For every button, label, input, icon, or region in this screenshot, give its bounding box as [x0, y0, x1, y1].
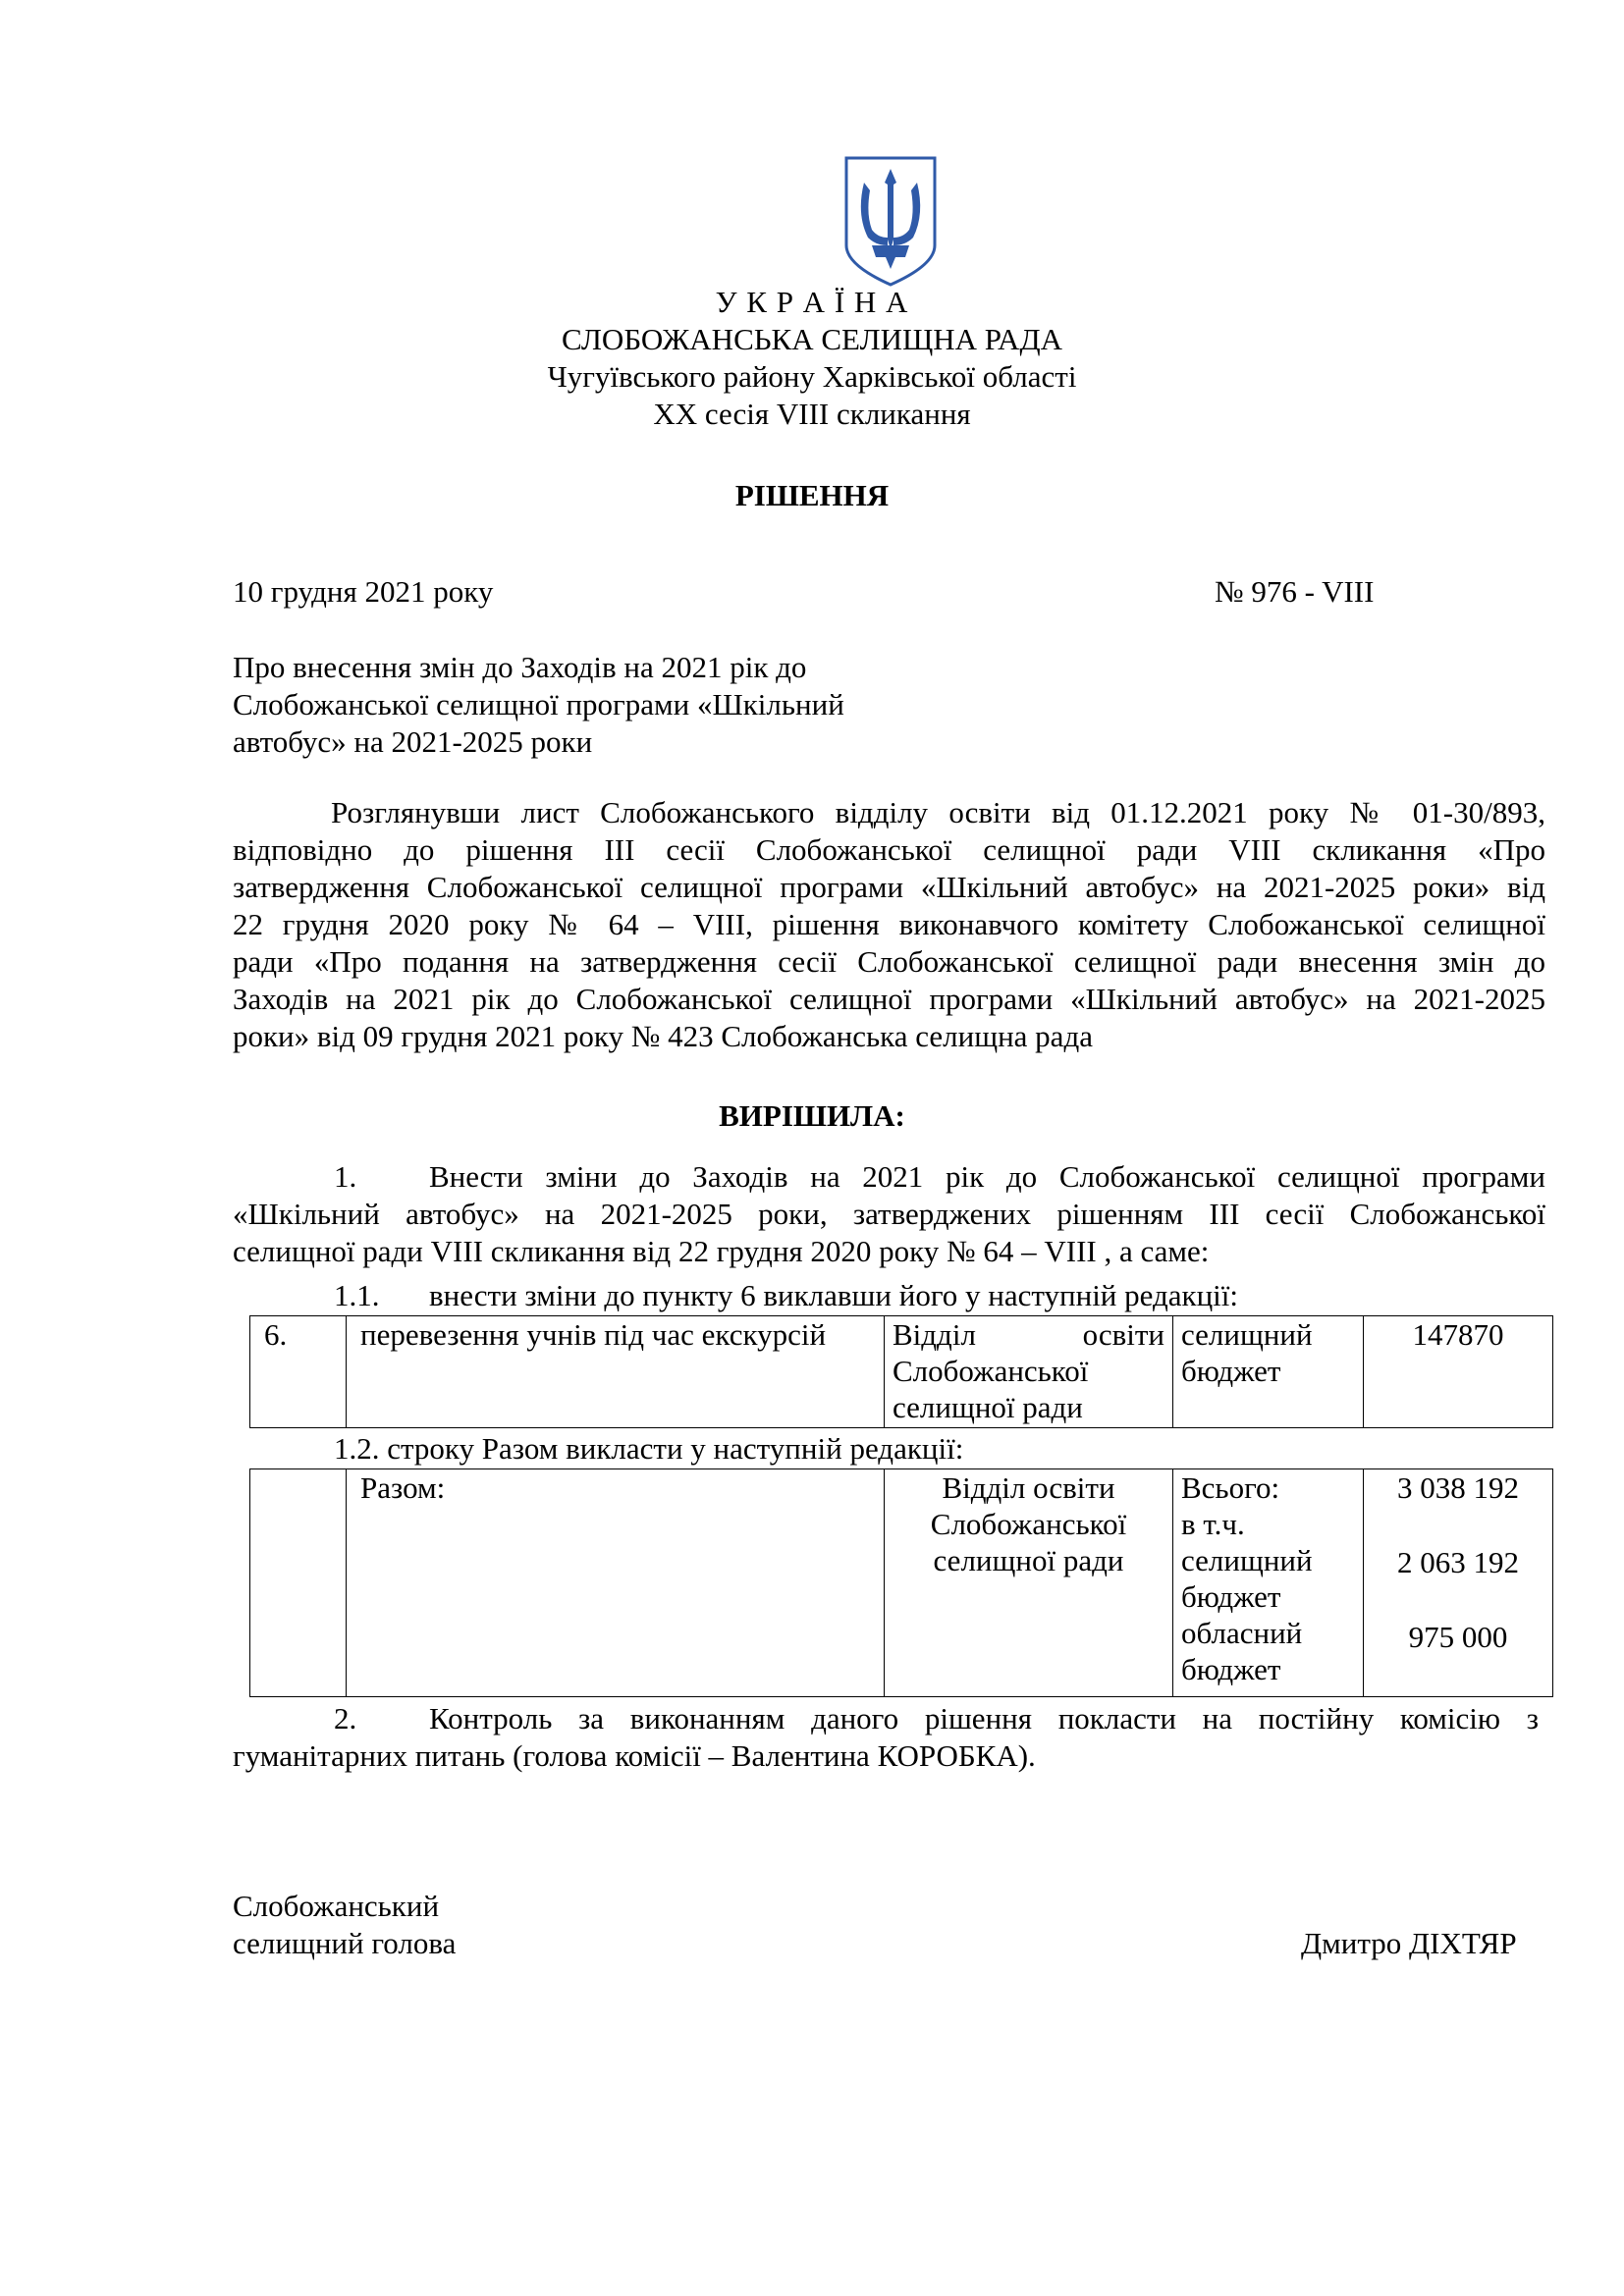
total-label: Разом: [347, 1469, 885, 1697]
country-title: У К Р А Ї Н А [715, 285, 909, 319]
amount-cell: 147870 [1364, 1316, 1553, 1428]
preamble-line: Розглянувши лист Слобожанського відділу освіти від 01.12.2021 року № 01-30/893, [331, 795, 1545, 829]
amount-total: 3 038 192 [1397, 1470, 1519, 1505]
preamble-line: затвердження Слобожанської селищної програми «Шкільний автобус» на 2021-2025 роки» від [233, 870, 1545, 904]
item-1-line: селищної ради VIII скликання від 22 грудня 2020 року № 64 – VIII , а саме: [233, 1234, 1210, 1268]
council-title: СЛОБОЖАНСЬКА СЕЛИЩНА РАДА [562, 322, 1062, 356]
table-row [250, 1316, 1553, 1428]
measure-table-row-6 [249, 1315, 1553, 1428]
item-1-line: Внести зміни до Заходів на 2021 рік до Слобожанської селищної програми [429, 1159, 1545, 1194]
preamble-line: роки» від 09 грудня 2021 року № 423 Слобожанська селищна рада [233, 1019, 1093, 1053]
funding-source-text: селищний [1181, 1543, 1313, 1577]
decided-heading: ВИРІШИЛА: [719, 1098, 905, 1133]
decision-number: № 976 - VIII [1215, 574, 1375, 609]
executor-cell [885, 1469, 1173, 1697]
funding-source-text: бюджет [1181, 1354, 1281, 1388]
item-number: 2. [334, 1701, 357, 1735]
executor-text: освіти [1082, 1317, 1164, 1352]
decision-subject [233, 649, 920, 761]
item-number: 1.1. [334, 1278, 380, 1312]
executor-text: селищної ради [933, 1543, 1124, 1577]
funding-source-text: в т.ч. [1181, 1507, 1245, 1541]
preamble-line: ради «Про подання на затвердження сесії Слобожанської селищної ради внесення змін до [233, 944, 1545, 979]
funding-source-cell [1173, 1316, 1364, 1428]
coat-of-arms-icon [842, 155, 939, 288]
item-2-paragraph [233, 1700, 1539, 1775]
funding-source-text: Всього: [1181, 1470, 1280, 1505]
preamble-line: Заходів на 2021 рік до Слобожанської селищної програми «Шкільний автобус» на 2021-2025 [233, 982, 1545, 1016]
amount-regional: 975 000 [1408, 1620, 1508, 1654]
item-1-2-text: 1.2. строку Разом викласти у наступній редакції: [334, 1431, 964, 1466]
table-row [250, 1469, 1553, 1697]
district-line: Чугуївського району Харківської області [547, 359, 1077, 394]
funding-source-text: бюджет [1181, 1579, 1281, 1614]
subject-line: Про внесення змін до Заходів на 2021 рік до [233, 650, 807, 684]
executor-text: Відділ [893, 1317, 976, 1352]
subject-line: автобус» на 2021-2025 роки [233, 724, 593, 759]
item-1-line: «Шкільний автобус» на 2021-2025 роки, затверджених рішенням III сесії Слобожанської [233, 1197, 1545, 1231]
item-number: 1. [334, 1159, 357, 1194]
item-2-line: гуманітарних питань (голова комісії – Валентина КОРОБКА). [233, 1738, 1036, 1773]
funding-source-text: бюджет [1181, 1652, 1281, 1686]
funding-source-text: селищний [1181, 1317, 1313, 1352]
session-line: XX сесія VIII скликання [653, 397, 971, 431]
preamble-paragraph [233, 794, 1545, 1055]
preamble-line: 22 грудня 2020 року № 64 – VIII, рішення виконавчого комітету Слобожанської селищної [233, 907, 1545, 941]
signature-title: Слобожанський [233, 1889, 440, 1923]
empty-cell [250, 1469, 347, 1697]
executor-text: Слобожанської [930, 1507, 1127, 1541]
signatory-name: Дмитро ДІХТЯР [1301, 1926, 1517, 1960]
subject-line: Слобожанської селищної програми «Шкільний [233, 687, 844, 721]
signature-title: селищний голова [233, 1926, 457, 1960]
amount-cell [1364, 1469, 1553, 1697]
amount-local: 2 063 192 [1397, 1545, 1519, 1579]
total-table [249, 1468, 1553, 1697]
executor-text: Слобожанської [893, 1354, 1089, 1388]
decision-date: 10 грудня 2021 року [233, 574, 494, 609]
doc-type-title: РІШЕННЯ [734, 478, 890, 512]
preamble-line: відповідно до рішення III сесії Слобожанської селищної ради VIII скликання «Про [233, 832, 1545, 867]
funding-source-cell [1173, 1469, 1364, 1697]
item-1-paragraph [233, 1158, 1545, 1270]
executor-text: селищної ради [893, 1390, 1083, 1424]
item-1-1-text: внести зміни до пункту 6 виклавши його у наступній редакції: [429, 1278, 1239, 1312]
executor-text: Відділ освіти [942, 1470, 1115, 1505]
executor-cell [885, 1316, 1173, 1428]
funding-source-text: обласний [1181, 1616, 1303, 1650]
measure-name: перевезення учнів під час екскурсій [347, 1316, 885, 1428]
item-2-line: Контроль за виконанням даного рішення покласти на постійну комісію з [429, 1701, 1539, 1735]
row-number: 6. [250, 1316, 347, 1428]
